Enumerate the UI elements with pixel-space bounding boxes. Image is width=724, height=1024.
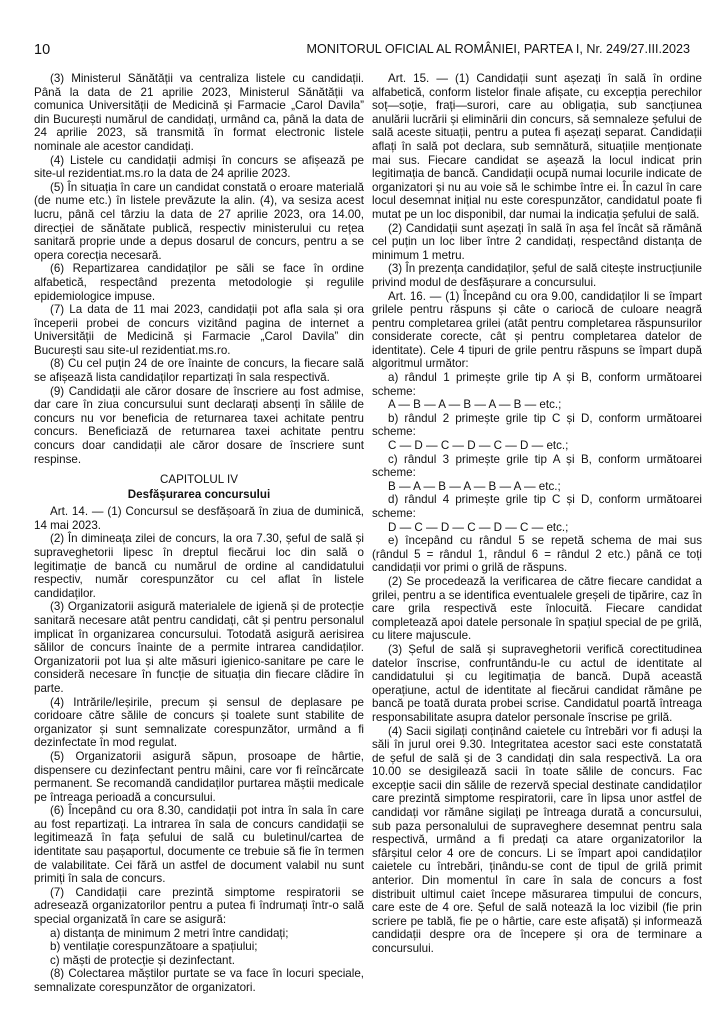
list-item: e) începând cu rândul 5 se repetă schema de mai sus (rândul 5 = rândul 1, rândul 6 = rândul 2 etc.) până ce toți candidații vor primi o grilă de răspuns. [372,534,702,575]
list-item: c) măști de protecție și dezinfectant. [50,953,235,967]
right-column [372,72,702,956]
paragraph: (3) Șeful de sală și supraveghetorii verifică corectitudinea datelor înscrise, confruntându-le cu actul de identitate al candidatului și cu legitimația de bancă. După această operațiune, actul de identitate al fiecărui candidat rămâne pe bancă pe toată durata probei scrise. Candidatul poartă întreaga responsabilitate asupra datelor personale înscrise pe grilă. [372,642,702,724]
gazette-title: MONITORUL OFICIAL AL ROMÂNIEI, PARTEA I, Nr. 249/27.III.2023 [306,42,690,56]
paragraph: (7) La data de 11 mai 2023, candidații pot afla sala și ora începerii probei de concurs vizitând pagina de internet a Universității de Medicină și Farmacie „Carol Davila” din București sau site-ul rezidentiat.ms.ro. [34,303,364,357]
paragraph: (4) Sacii sigilați conținând caietele cu întrebări vor fi aduși la săli în jurul orei 9.30. Integritatea acestor saci este constatată de șeful de sală și de 3 candidați din sala respectivă. La ora 10.00 se desigilează sacii în toate sălile de concurs. Fac excepție sacii din sălile de rezervă special destinate candidaților care prezintă simptome respiratorii, care în lipsa unor astfel de candidați vor rămâne sigilați pe întreaga durată a concursului, sub paza personalului de supraveghere desemnat pentru sala respectivă, urmând a fi predați ca atare organizatorilor la sfârșitul celor 4 ore de concurs. Li se împart apoi candidaților caietele cu întrebări, ținându-se cont de tipul de grilă primit anterior. Din momentul în care în sala de concurs a fost distribuit ultimul caiet începe măsurarea timpului de concurs, care este de 4 ore. Șeful de sală notează la loc vizibil (fie prin scriere pe tablă, fie pe o hârtie, care este afișată) și informează candidații despre ora de începere și ora de terminare a concursului. [372,724,702,955]
paragraph: Art. 14. — (1) Concursul se desfășoară în ziua de duminică, 14 mai 2023. [34,505,364,532]
paragraph: (2) Se procedează la verificarea de către fiecare candidat a grilei, pentru a se identifica eventualele greșeli de tipărire, caz în care grila respectivă este înlocuită. Fiecare candidat completează apoi datele personale în spațiul special de pe grilă, cu litere majuscule. [372,574,702,643]
list-item: b) rândul 2 primește grile tip C și D, conform următoarei scheme: [372,411,702,439]
paragraph: (4) Intrările/Ieșirile, precum și sensul de deplasare pe coridoare către sălile de concurs și toalete sunt stabilite de organizator și sunt semnalizate corespunzător, urmând a fi dezinfectate în mod regulat. [34,695,364,750]
list-item: c) rândul 3 primește grile tip A și B, conform următoarei scheme: [372,452,702,480]
paragraph: (2) În dimineața zilei de concurs, la ora 7.30, șeful de sală și supraveghetorii lipesc în dreptul fiecărui loc din sală o legitimație de bancă cu numărul de ordine al candidatului respectiv, număr corespunzător cu cel aflat în listele candidaților. [34,532,364,600]
left-paragraphs-before-chapter [34,72,364,466]
paragraph: (5) Organizatorii asigură săpun, prosoape de hârtie, dispensere cu dezinfectant pentru mâini, care vor fi reîncărcate permanent. Se recomandă candidaților purtarea măștii medicale pe întreaga perioadă a concursului. [34,749,364,804]
chapter-number: CAPITOLUL IV [160,473,238,487]
scheme-line: B — A — B — A — B — A — etc.; [388,479,561,493]
list-item: d) rândul 4 primește grile tip C și D, conform următoarei scheme: [372,493,702,520]
paragraph: (9) Candidații ale căror dosare de înscriere au fost admise, dar care în ziua concursului sunt declarați absenți în sălile de concurs nu vor beneficia de returnarea taxei achitate pentru concurs. Beneficiază de returnarea taxei achitate pentru concurs doar candidații ale căror dosare de înscriere sunt respinse. [34,384,364,466]
paragraph: Art. 15. — (1) Candidații sunt așezați în sală în ordine alfabetică, conform listelor finale afișate, cu excepția perechilor soț—soție, frați—surori, care au obligația, sub sancțiunea anulării lucrării și eliminării din concurs, să semnaleze șefului de sală aceste situații, pentru a putea fi așezați separat. Candidații aflați în sală pot declara, sub semnătură, situațiile menționate mai sus. Fiecare candidat se așează la locul indicat prin legitimația de bancă. Candidații ocupă numai locurile indicate de organizatori și nu au voie să le schimbe între ei. În cazul în care locul desemnat inițial nu este corespunzător, candidatul poate fi mutat pe un loc disponibil, dar numai la indicația șefului de sală. [372,72,702,221]
paragraph: (3) Organizatorii asigură materialele de igienă și de protecție sanitară necesare atât pentru candidați, cât și pentru personalul implicat în organizarea concursului. Totodată asigură aerisirea sălilor de concurs înainte de a permite intrarea candidaților. Organizatorii pot lua și alte măsuri igienico-sanitare pe care le consideră necesare în funcție de situația din fiecare clădire în parte. [34,600,364,695]
scheme-line: A — B — A — B — A — B — etc.; [388,398,562,412]
list-item: a) distanța de minimum 2 metri între candidați; [50,926,289,940]
paragraph: Art. 16. — (1) Începând cu ora 9.00, candidaților li se împart grilele pentru răspuns și câte o cariocă de culoare neagră pentru completarea grilei (atât pentru completarea răspunsurilor considerate corecte, cât și pentru completarea datelor de identitate). Cele 4 tipuri de grile pentru răspuns se împart după algoritmul următor: [372,289,702,371]
chapter-title: Desfășurarea concursului [127,488,271,502]
paragraph: (6) Începând cu ora 8.30, candidații pot intra în sala în care au fost repartizați. La intrarea în sala de concurs candidații se legitimează în fața șefului de sală cu buletinul/cartea de identitate sau pașaportul, documente ce trebuie să fie în termen de valabilitate. Cei fără un astfel de document valabil nu sunt primiți în sala de concurs. [34,804,364,886]
paragraph: (7) Candidații care prezintă simptome respiratorii se adresează organizatorilor pentru a putea fi îndrumați într-o sală special organizată în care se asigură: [34,885,364,927]
scheme-line: C — D — C — D — C — D — etc.; [388,439,569,453]
list-item: b) ventilație corespunzătoare a spațiului; [50,940,258,954]
left-paragraphs-after-chapter [34,505,364,994]
page-number: 10 [34,42,51,58]
paragraph: (2) Candidații sunt așezați în sală în așa fel încât să rămână cel puțin un loc liber între 2 candidați, respectând distanța de minimum 1 metru. [372,221,702,262]
scheme-line: D — C — D — C — D — C — etc.; [388,520,569,534]
list-item: a) rândul 1 primește grile tip A și B, conform următoarei scheme: [372,371,702,398]
paragraph: (3) În prezența candidaților, șeful de sală citește instrucțiunile privind modul de desfășurare a concursului. [372,262,702,289]
paragraph: (8) Cu cel puțin 24 de ore înainte de concurs, la fiecare sală se afișează lista candidaților repartizați în sala respectivă. [34,357,364,385]
paragraph: (8) Colectarea măștilor purtate se va face în locuri speciale, semnalizate corespunzător de organizatori. [34,967,364,994]
left-column [34,72,364,995]
page-header [34,42,690,62]
chapter-heading [34,472,364,502]
paragraph: (5) În situația în care un candidat constată o eroare materială (de nume etc.) în listele prevăzute la alin. (4), va sesiza acest lucru, până cel târziu la data de 27 aprilie 2023, ora 14.00, direcției de sănătate publică, respectiv ministerului cu rețea sanitară proprie unde a depus dosarul de concurs, pentru a se opera corecția necesară. [34,180,364,262]
paragraph: (3) Ministerul Sănătății va centraliza listele cu candidații. Până la data de 21 aprilie 2023, Ministerul Sănătății va comunica Universității de Medicină și Farmacie „Carol Davila” din București numărul de candidați, urmând ca, până la data de 24 aprilie 2023, să transmită în format electronic listele nominale ale acestor candidați. [34,72,364,153]
paragraph: (4) Listele cu candidații admiși în concurs se afișează pe site-ul rezidentiat.ms.ro la data de 24 aprilie 2023. [34,153,364,181]
paragraph: (6) Repartizarea candidaților pe săli se face în ordine alfabetică, respectând prezenta metodologie și regulile epidemiologice impuse. [34,262,364,303]
